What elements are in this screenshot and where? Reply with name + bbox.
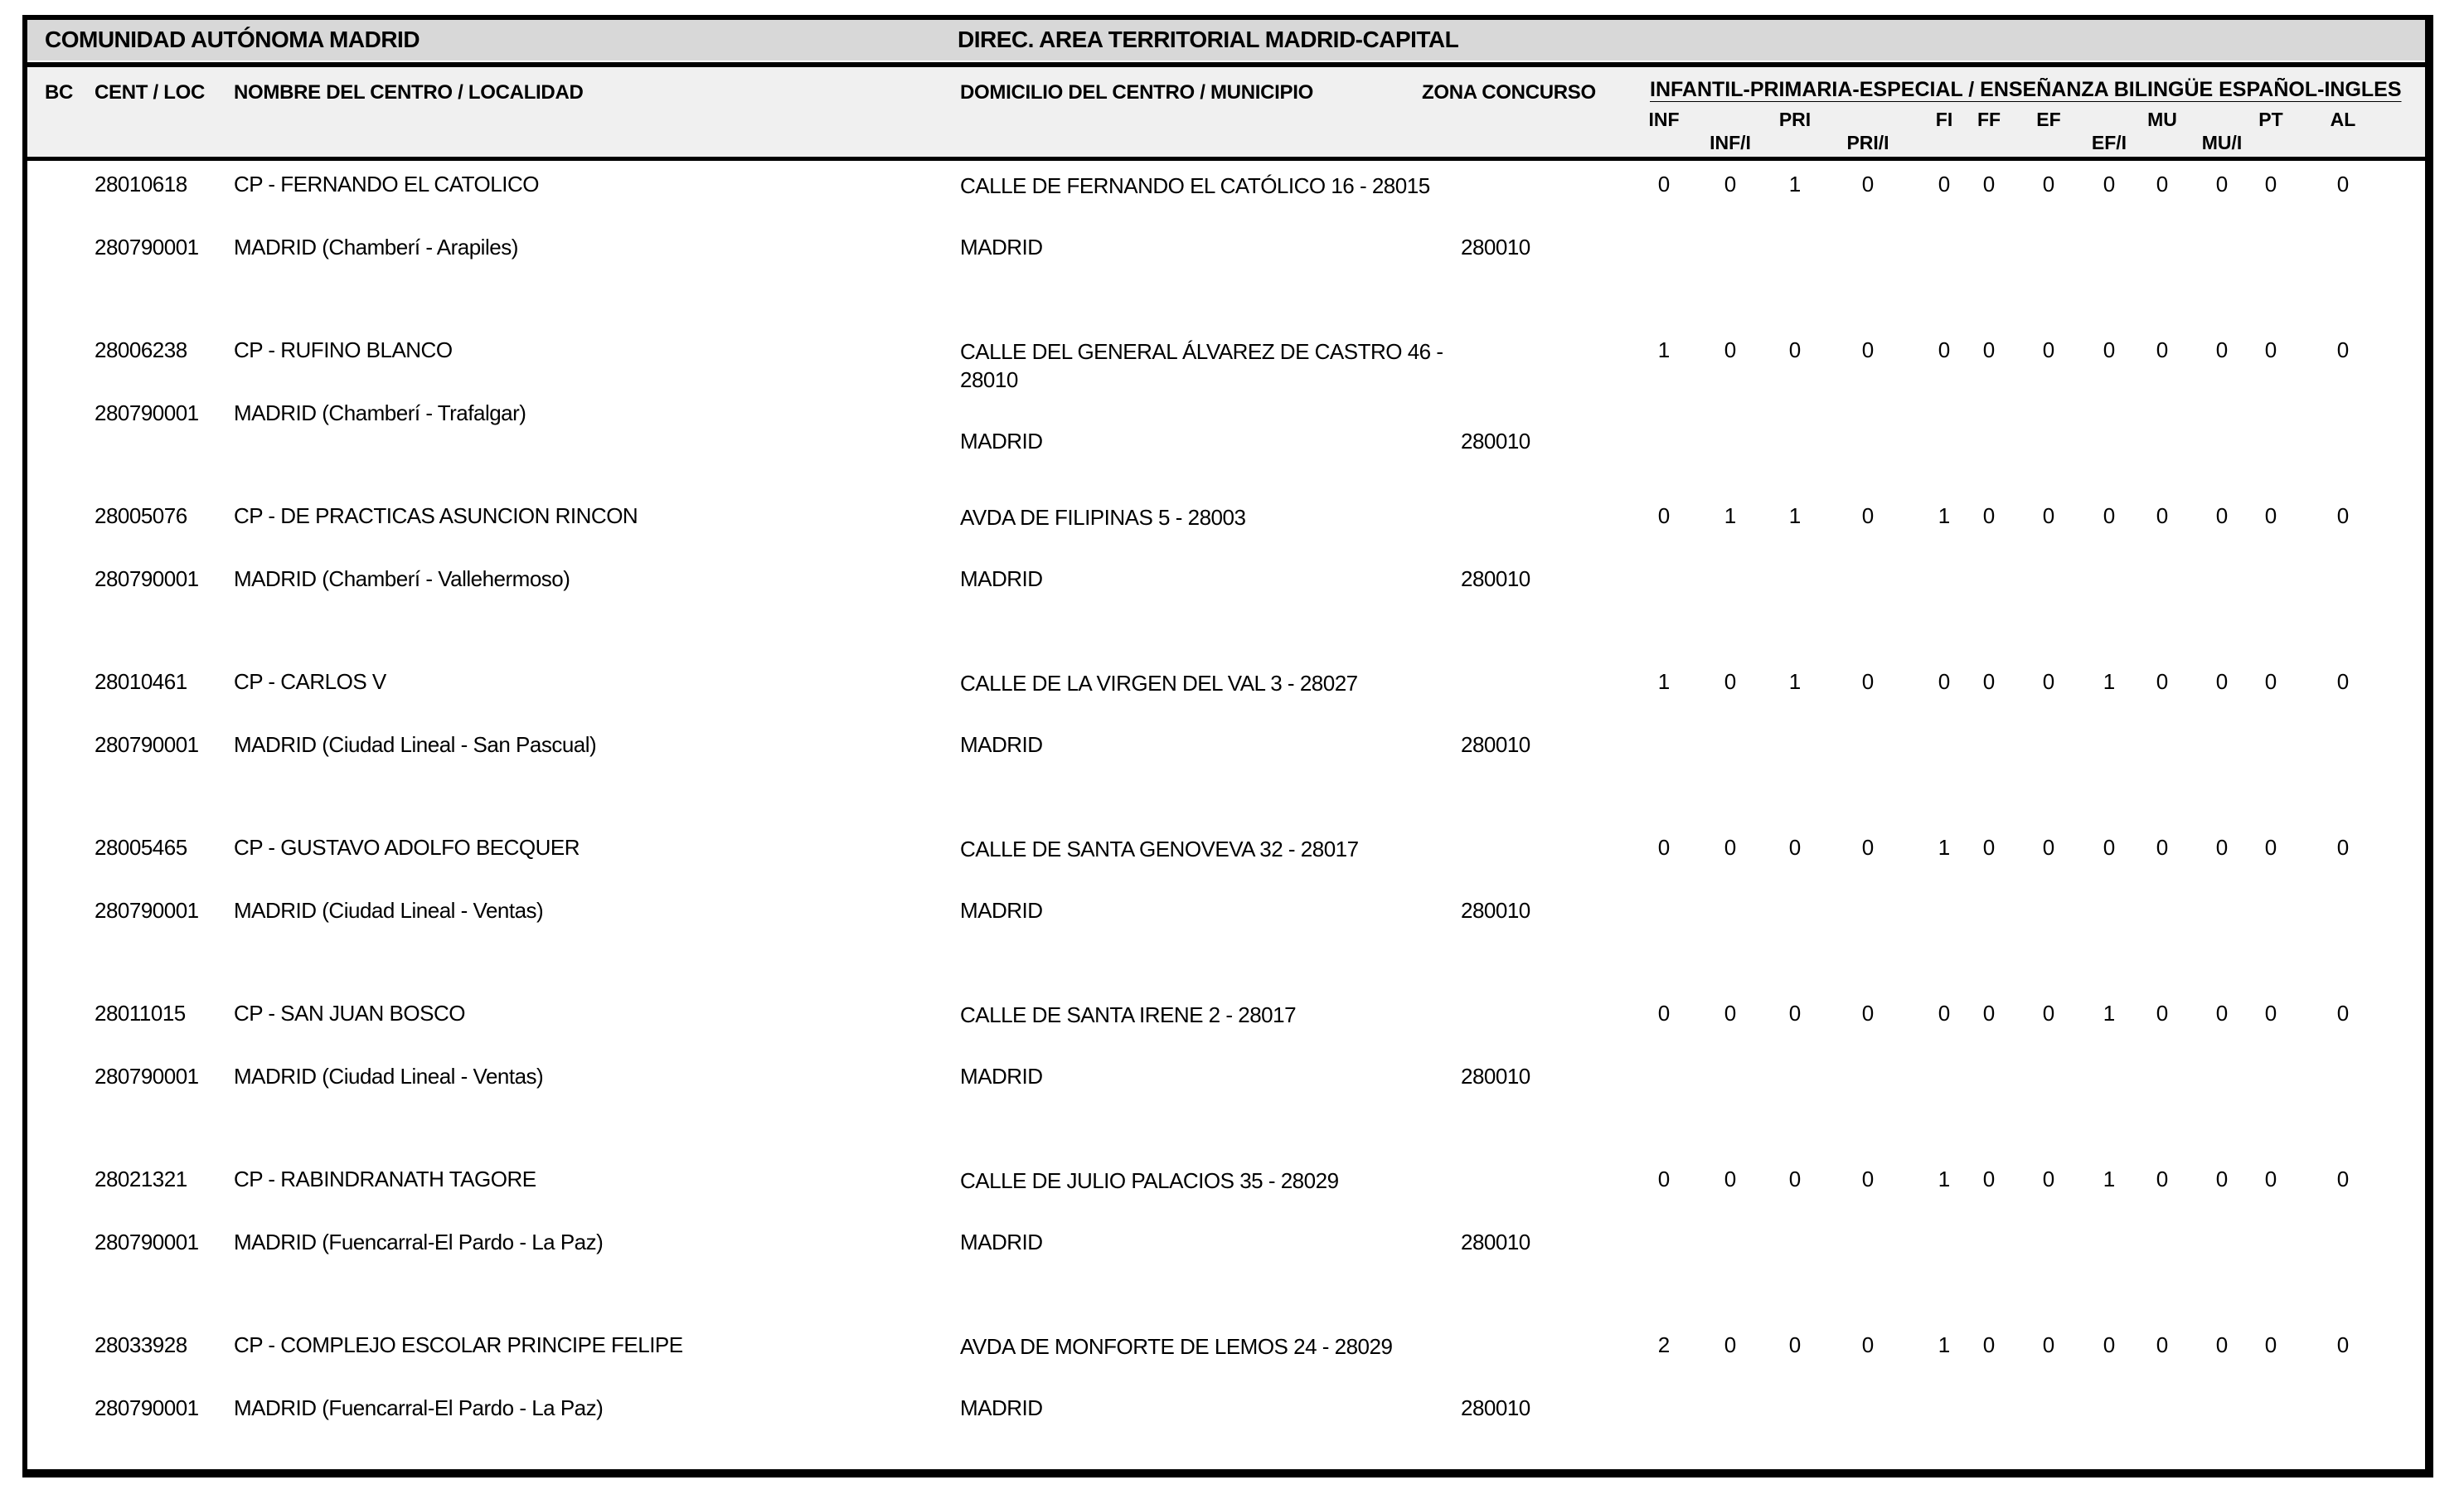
center-name: CP - CARLOS V bbox=[234, 669, 386, 694]
center-address: CALLE DE FERNANDO EL CATÓLICO 16 - 28015 bbox=[960, 173, 1430, 198]
locality-name: MADRID (Chamberí - Trafalgar) bbox=[234, 400, 526, 425]
value-cell: 0 bbox=[1938, 1001, 1951, 1026]
value-cell: 0 bbox=[2215, 337, 2229, 362]
subcol-label-pri-i: PRI/I bbox=[1846, 132, 1889, 153]
table-row bbox=[27, 1156, 2425, 1322]
municipality-line bbox=[960, 898, 1530, 926]
value-cell: 0 bbox=[2264, 337, 2277, 362]
value-cell: 1 bbox=[1657, 337, 1671, 362]
value-cell: 0 bbox=[2264, 669, 2277, 694]
value-cell: 0 bbox=[1861, 503, 1875, 528]
value-cell: 0 bbox=[1938, 337, 1951, 362]
row-values bbox=[1650, 337, 2425, 366]
subcol-label-inf: INF bbox=[1648, 109, 1680, 130]
value-cell: 0 bbox=[1861, 1332, 1875, 1357]
zona-concurso-value: 280010 bbox=[1461, 1064, 1530, 1089]
center-code: 28021321 bbox=[95, 1167, 187, 1191]
value-cell: 0 bbox=[1861, 337, 1875, 362]
value-cell: 0 bbox=[2264, 1167, 2277, 1191]
value-cell: 0 bbox=[2156, 1167, 2169, 1191]
value-cell: 0 bbox=[1982, 669, 1996, 694]
subcol-label-mu-i: MU/I bbox=[2201, 132, 2243, 153]
value-cell: 0 bbox=[1657, 1001, 1671, 1026]
center-address: CALLE DEL GENERAL ÁLVAREZ DE CASTRO 46 - 28010 bbox=[960, 339, 1443, 392]
value-cell: 0 bbox=[1788, 1167, 1802, 1191]
table-row bbox=[27, 824, 2425, 990]
value-cell: 0 bbox=[2156, 172, 2169, 197]
value-cell: 0 bbox=[2156, 1001, 2169, 1026]
value-cell: 0 bbox=[2042, 503, 2055, 528]
value-cell: 0 bbox=[2336, 503, 2350, 528]
address-column bbox=[960, 1001, 1530, 1092]
center-code: 28033928 bbox=[95, 1332, 187, 1357]
table-row bbox=[27, 492, 2425, 658]
value-cell: 0 bbox=[2336, 835, 2350, 860]
subcol-label-ef-i: EF/I bbox=[2091, 132, 2127, 153]
center-address: CALLE DE JULIO PALACIOS 35 - 28029 bbox=[960, 1168, 1339, 1193]
zona-concurso-value: 280010 bbox=[1461, 566, 1530, 591]
table-row bbox=[27, 161, 2425, 327]
subcol-label-ff: FF bbox=[1977, 109, 2001, 130]
value-cell: 0 bbox=[2042, 1001, 2055, 1026]
value-cell: 0 bbox=[1861, 1167, 1875, 1191]
report-table bbox=[22, 15, 2433, 1477]
subcol-label-pt: PT bbox=[2258, 109, 2283, 130]
table-row bbox=[27, 658, 2425, 824]
municipality: MADRID bbox=[960, 566, 1043, 591]
value-cell: 0 bbox=[1982, 1332, 1996, 1357]
address-column bbox=[960, 503, 1530, 594]
address-column bbox=[960, 1167, 1530, 1258]
value-cell: 0 bbox=[1788, 835, 1802, 860]
value-cell: 0 bbox=[1861, 172, 1875, 197]
value-cell: 0 bbox=[1938, 669, 1951, 694]
value-cell: 0 bbox=[2215, 172, 2229, 197]
value-cell: 1 bbox=[1938, 1167, 1951, 1191]
value-cell: 0 bbox=[2156, 337, 2169, 362]
municipality: MADRID bbox=[960, 1395, 1043, 1420]
center-address: AVDA DE MONFORTE DE LEMOS 24 - 28029 bbox=[960, 1334, 1393, 1359]
value-cell: 0 bbox=[1861, 669, 1875, 694]
value-cell: 0 bbox=[2264, 1001, 2277, 1026]
municipality-line bbox=[960, 566, 1530, 594]
value-cell: 0 bbox=[1788, 1332, 1802, 1357]
center-name: CP - GUSTAVO ADOLFO BECQUER bbox=[234, 835, 580, 860]
subcol-label-inf-i: INF/I bbox=[1710, 132, 1751, 153]
center-code: 28011015 bbox=[95, 1001, 186, 1026]
value-cell: 0 bbox=[2042, 835, 2055, 860]
value-cell: 1 bbox=[1788, 172, 1802, 197]
value-cell: 1 bbox=[1724, 503, 1737, 528]
value-cell: 0 bbox=[2042, 1332, 2055, 1357]
value-cell: 0 bbox=[1982, 835, 1996, 860]
value-cell: 0 bbox=[2215, 835, 2229, 860]
value-cell: 0 bbox=[1724, 337, 1737, 362]
municipality: MADRID bbox=[960, 732, 1043, 757]
address-column bbox=[960, 1332, 1530, 1424]
value-cell: 0 bbox=[1657, 835, 1671, 860]
municipality-line bbox=[960, 732, 1530, 760]
locality-name: MADRID (Ciudad Lineal - San Pascual) bbox=[234, 732, 597, 757]
table-row bbox=[27, 990, 2425, 1156]
territorial-area-title: DIREC. AREA TERRITORIAL MADRID-CAPITAL bbox=[958, 27, 1459, 52]
locality-name: MADRID (Ciudad Lineal - Ventas) bbox=[234, 1064, 544, 1089]
value-cell: 1 bbox=[2103, 1167, 2116, 1191]
value-cell: 0 bbox=[2336, 172, 2350, 197]
value-cell: 0 bbox=[2103, 1332, 2116, 1357]
locality-code: 280790001 bbox=[95, 400, 199, 425]
municipality-line bbox=[960, 1230, 1530, 1258]
center-code: 28005465 bbox=[95, 835, 187, 860]
table-row bbox=[27, 327, 2425, 492]
value-cell: 0 bbox=[2042, 669, 2055, 694]
value-cell: 0 bbox=[1982, 172, 1996, 197]
col-header-domicilio: DOMICILIO DEL CENTRO / MUNICIPIO bbox=[960, 81, 1313, 104]
value-cell: 0 bbox=[2103, 172, 2116, 197]
value-cell: 0 bbox=[1724, 669, 1737, 694]
zona-concurso-value: 280010 bbox=[1461, 235, 1530, 260]
value-cell: 1 bbox=[1938, 835, 1951, 860]
col-group-header-bilingue: INFANTIL-PRIMARIA-ESPECIAL / ENSEÑANZA BILINGÜE ESPAÑOL-INGLES bbox=[1650, 78, 2402, 101]
value-cell: 0 bbox=[1861, 1001, 1875, 1026]
value-cell: 0 bbox=[2103, 835, 2116, 860]
value-cell: 1 bbox=[1657, 669, 1671, 694]
value-cell: 0 bbox=[1724, 172, 1737, 197]
subcol-label-al: AL bbox=[2330, 109, 2356, 130]
value-cell: 0 bbox=[2336, 337, 2350, 362]
subcol-label-pri: PRI bbox=[1778, 109, 1812, 130]
value-cell: 0 bbox=[2215, 1167, 2229, 1191]
value-cell: 0 bbox=[2156, 1332, 2169, 1357]
row-values bbox=[1650, 1001, 2425, 1029]
zona-concurso-value: 280010 bbox=[1461, 1230, 1530, 1254]
locality-code: 280790001 bbox=[95, 1064, 199, 1089]
center-name: CP - COMPLEJO ESCOLAR PRINCIPE FELIPE bbox=[234, 1332, 683, 1357]
value-cell: 0 bbox=[1724, 1001, 1737, 1026]
value-cell: 0 bbox=[2215, 669, 2229, 694]
value-cell: 0 bbox=[2103, 503, 2116, 528]
value-cell: 1 bbox=[1788, 503, 1802, 528]
header-divider bbox=[27, 61, 2425, 67]
subcol-header-row bbox=[1650, 67, 2425, 157]
value-cell: 0 bbox=[1724, 835, 1737, 860]
value-cell: 0 bbox=[1982, 337, 1996, 362]
value-cell: 0 bbox=[2042, 172, 2055, 197]
row-values bbox=[1650, 669, 2425, 697]
center-address: AVDA DE FILIPINAS 5 - 28003 bbox=[960, 505, 1246, 530]
municipality-line bbox=[960, 1064, 1530, 1092]
value-cell: 1 bbox=[1938, 1332, 1951, 1357]
value-cell: 0 bbox=[1657, 1167, 1671, 1191]
report-header-bar bbox=[27, 20, 2425, 61]
locality-code: 280790001 bbox=[95, 898, 199, 923]
municipality: MADRID bbox=[960, 1230, 1043, 1254]
value-cell: 1 bbox=[2103, 1001, 2116, 1026]
row-values bbox=[1650, 172, 2425, 200]
zona-concurso-value: 280010 bbox=[1461, 429, 1530, 454]
value-cell: 0 bbox=[2336, 1167, 2350, 1191]
center-address: CALLE DE SANTA IRENE 2 - 28017 bbox=[960, 1002, 1297, 1027]
value-cell: 0 bbox=[1724, 1167, 1737, 1191]
value-cell: 0 bbox=[2156, 835, 2169, 860]
locality-code: 280790001 bbox=[95, 1230, 199, 1254]
value-cell: 0 bbox=[1788, 1001, 1802, 1026]
zona-concurso-value: 280010 bbox=[1461, 898, 1530, 923]
value-cell: 0 bbox=[2156, 669, 2169, 694]
locality-code: 280790001 bbox=[95, 235, 199, 260]
col-header-nombre: NOMBRE DEL CENTRO / LOCALIDAD bbox=[234, 81, 584, 104]
locality-code: 280790001 bbox=[95, 732, 199, 757]
address-column bbox=[960, 669, 1530, 760]
row-values bbox=[1650, 1332, 2425, 1361]
zona-concurso-value: 280010 bbox=[1461, 1395, 1530, 1420]
value-cell: 0 bbox=[2215, 503, 2229, 528]
value-cell: 0 bbox=[2264, 172, 2277, 197]
value-cell: 0 bbox=[2042, 1167, 2055, 1191]
value-cell: 1 bbox=[1938, 503, 1951, 528]
col-header-cent-loc: CENT / LOC bbox=[95, 81, 205, 104]
col-header-zona: ZONA CONCURSO bbox=[1422, 81, 1596, 104]
value-cell: 0 bbox=[1788, 337, 1802, 362]
municipality: MADRID bbox=[960, 235, 1043, 260]
value-cell: 0 bbox=[1982, 1001, 1996, 1026]
center-address: CALLE DE SANTA GENOVEVA 32 - 28017 bbox=[960, 837, 1359, 861]
value-cell: 0 bbox=[2336, 1001, 2350, 1026]
value-cell: 0 bbox=[2156, 503, 2169, 528]
locality-name: MADRID (Chamberí - Arapiles) bbox=[234, 235, 518, 260]
municipality: MADRID bbox=[960, 1064, 1043, 1089]
locality-name: MADRID (Ciudad Lineal - Ventas) bbox=[234, 898, 544, 923]
center-name: CP - SAN JUAN BOSCO bbox=[234, 1001, 465, 1026]
value-cell: 1 bbox=[2103, 669, 2116, 694]
center-name: CP - RUFINO BLANCO bbox=[234, 337, 453, 362]
subcol-label-fi: FI bbox=[1935, 109, 1953, 130]
municipality-line bbox=[960, 235, 1530, 263]
value-cell: 0 bbox=[1982, 503, 1996, 528]
value-cell: 0 bbox=[2264, 1332, 2277, 1357]
region-title: COMUNIDAD AUTÓNOMA MADRID bbox=[45, 27, 420, 52]
center-address: CALLE DE LA VIRGEN DEL VAL 3 - 28027 bbox=[960, 671, 1358, 696]
value-cell: 0 bbox=[1938, 172, 1951, 197]
address-column bbox=[960, 172, 1530, 263]
locality-name: MADRID (Fuencarral-El Pardo - La Paz) bbox=[234, 1230, 604, 1254]
center-code: 28010618 bbox=[95, 172, 187, 197]
locality-name: MADRID (Chamberí - Vallehermoso) bbox=[234, 566, 570, 591]
value-cell: 0 bbox=[2103, 337, 2116, 362]
subcol-label-mu: MU bbox=[2147, 109, 2177, 130]
col-header-bc: BC bbox=[45, 81, 74, 104]
address-column bbox=[960, 835, 1530, 926]
row-values bbox=[1650, 503, 2425, 531]
table-row bbox=[27, 1322, 2425, 1477]
column-header-band bbox=[27, 67, 2425, 161]
value-cell: 0 bbox=[1657, 503, 1671, 528]
center-name: CP - RABINDRANATH TAGORE bbox=[234, 1167, 536, 1191]
row-values bbox=[1650, 835, 2425, 863]
table-body bbox=[27, 161, 2425, 1477]
value-cell: 0 bbox=[2264, 835, 2277, 860]
municipality: MADRID bbox=[960, 898, 1043, 923]
value-cell: 0 bbox=[1861, 835, 1875, 860]
value-cell: 0 bbox=[2042, 337, 2055, 362]
value-cell: 0 bbox=[1982, 1167, 1996, 1191]
municipality: MADRID bbox=[960, 429, 1043, 454]
value-cell: 0 bbox=[2215, 1332, 2229, 1357]
value-cell: 0 bbox=[1724, 1332, 1737, 1357]
value-cell: 2 bbox=[1657, 1332, 1671, 1357]
locality-name: MADRID (Fuencarral-El Pardo - La Paz) bbox=[234, 1395, 604, 1420]
center-name: CP - FERNANDO EL CATOLICO bbox=[234, 172, 539, 197]
value-cell: 0 bbox=[2215, 1001, 2229, 1026]
address-column bbox=[960, 337, 1530, 457]
zona-concurso-value: 280010 bbox=[1461, 732, 1530, 757]
value-cell: 0 bbox=[2336, 1332, 2350, 1357]
subcol-label-ef: EF bbox=[2036, 109, 2061, 130]
municipality-line bbox=[960, 429, 1530, 457]
value-cell: 0 bbox=[2336, 669, 2350, 694]
municipality-line bbox=[960, 1395, 1530, 1424]
locality-code: 280790001 bbox=[95, 1395, 199, 1420]
center-code: 28006238 bbox=[95, 337, 187, 362]
value-cell: 0 bbox=[1657, 172, 1671, 197]
center-code: 28010461 bbox=[95, 669, 187, 694]
value-cell: 1 bbox=[1788, 669, 1802, 694]
locality-code: 280790001 bbox=[95, 566, 199, 591]
center-name: CP - DE PRACTICAS ASUNCION RINCON bbox=[234, 503, 638, 528]
row-values bbox=[1650, 1167, 2425, 1195]
value-cell: 0 bbox=[2264, 503, 2277, 528]
center-code: 28005076 bbox=[95, 503, 187, 528]
